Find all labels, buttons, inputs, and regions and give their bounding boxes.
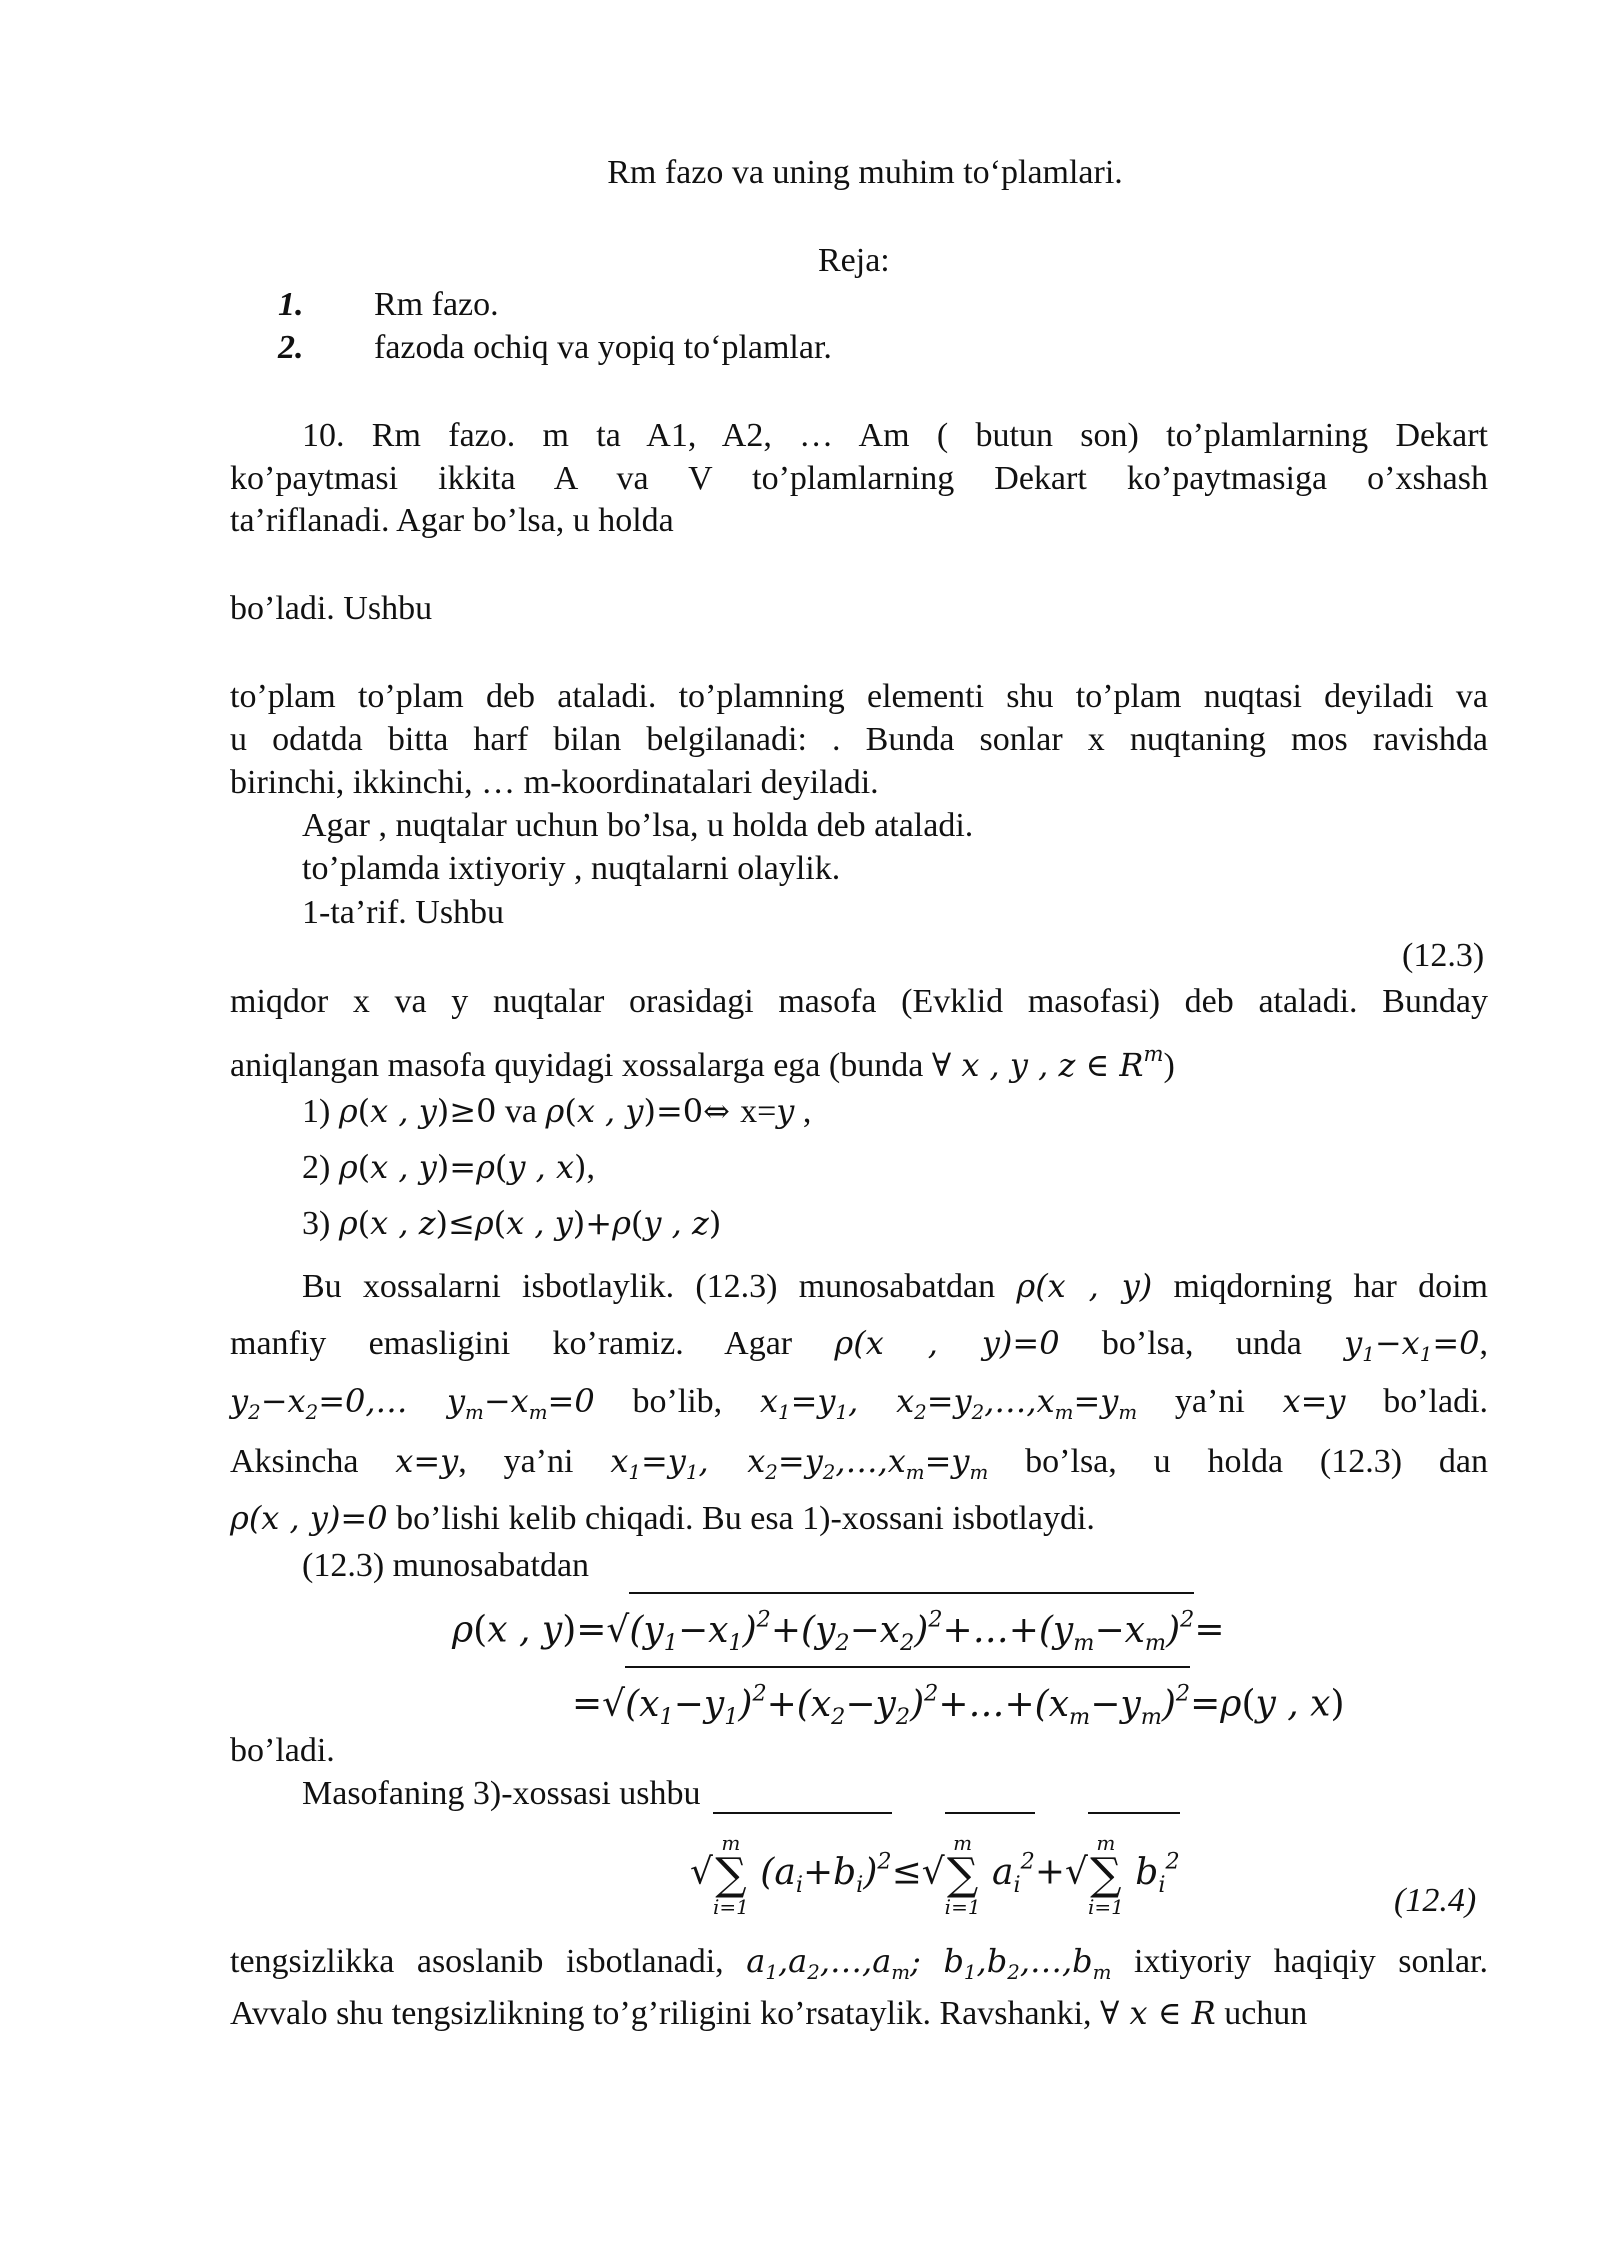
paragraph-line: ta’riflanadi. Agar bo’lsa, u holda [230,502,674,539]
paragraph-line: Masofaning 3)-xossasi ushbu [302,1775,701,1812]
math-inline: ρ(x , y)=0 [834,1324,1060,1362]
text-run: , ya’ni [458,1443,611,1480]
paragraph-line: bo’ladi. Ushbu [230,590,433,627]
math-inline: x=y [395,1442,459,1480]
equation-number: (12.3) [1402,937,1485,974]
plan-item-1-text: Rm fazo. [374,286,499,323]
text-run: Bu xossalarni isbotlaylik. (12.3) munosabatdan [302,1268,1017,1305]
paragraph-line: miqdor x va y nuqtalar orasidagi masofa (Evklid masofasi) deb ataladi. Bunday [230,983,1488,1020]
text-run: bo’lishi kelib chiqadi. Bu esa 1)-xossani isbotlaydi. [387,1500,1095,1537]
distance-symmetry-equation-line-1: ρ(x , $y)=√(y_1-x_1)^2+(y_2-x_2)^2+\dots+(y_m-x_m)^2=$ [452,1592,1225,1665]
text-run: bo’lsa, unda [1059,1325,1345,1362]
math-inline: $y_1-x_1=0$ [1344,1324,1480,1366]
math-inline: x=y [1282,1382,1346,1420]
property-2: 2) ρ(x , y)=ρ(y , x), [302,1148,595,1186]
paragraph-line [230,1380,1488,1434]
text-run: bo’lib, [594,1383,760,1420]
text-run: miqdorning har doim [1152,1268,1489,1305]
property-1: 1) ρ(x , y)≥0 va ρ(x , y)=0⇔ x=y , [302,1092,812,1130]
math-inline: $x_1=y_1$, $x_2=y_2,\dots,x_m=y_m$ [610,1442,989,1484]
math-inline: $a_1,a_2,\dots,a_m$; [746,1942,921,1984]
paragraph-line: 1-ta’rif. Ushbu [302,894,505,931]
plan-item-2 [278,327,304,369]
math-forall-expression: ∀ x , y , z ∈ R [931,1045,1144,1084]
property-3: 3) ρ(x , z)≤ρ(x , y)+ρ(y , z) [302,1204,722,1242]
math-inline: $x_2=y_2,\dots,x_m=y_m$ [896,1382,1138,1424]
math-inline: $x_1=y_1$, [759,1382,859,1424]
text-run: Avvalo shu tengsizlikning to’g’riligini ko’rsataylik. Ravshanki, [230,1995,1101,2032]
math-inline: ∀ x ∈ R [1100,1994,1216,2032]
paragraph-line [230,1940,1488,1994]
text-run: manfiy emasligini ko’ramiz. Agar [230,1325,835,1362]
text-run: bo’ladi. [1345,1383,1489,1420]
distance-symmetry-equation-line-2: $=√(x_1-y_1)^2+(x_2-y_2)^2+\dots+(x_m-y_m)^2=\rho(y$ , x) [572,1666,1345,1739]
equation-number: (12.4) [1394,1882,1477,1919]
paragraph-line: bo’ladi. [230,1732,335,1769]
paragraph-line: birinchi, ikkinchi, … m-koordinatalari deyiladi. [230,764,879,801]
paragraph-line [230,1440,1488,1494]
paragraph-line: manfiy emasligini ko’ramiz. Agar ρ(x , y)=0 bo’lsa, unda $y_1-x_1=0$, [230,1324,1488,1366]
plan-item-number: 1. [278,286,304,323]
math-superscript: m [1143,1041,1164,1066]
paragraph-line [302,1265,1488,1308]
math-inline: ρ(x , y)=0 [230,1499,388,1537]
text-run: bo’lsa, u holda (12.3) dan [988,1443,1488,1480]
paragraph-line: ko’paytmasi ikkita A va V to’plamlarning Dekart ko’paytmasiga o’xshash [230,460,1488,497]
text-run: tengsizlikka asoslanib isbotlanadi, [230,1943,747,1980]
text-run: uchun [1215,1995,1308,2032]
plan-item-1 [278,284,304,326]
paragraph-line: to’plamda ixtiyoriy , nuqtalarni olaylik. [302,850,841,887]
plan-item-number: 2. [278,329,304,366]
paragraph-line: to’plam to’plam deb ataladi. to’plamning elementi shu to’plam nuqtasi deyiladi va [230,678,1488,715]
paragraph-line [230,1497,1095,1540]
text-run: Aksincha [230,1443,396,1480]
math-inline: ρ(x , y) [1016,1267,1153,1305]
paragraph-line: u odatda bitta harf bilan belgilanadi: . Bunda sonlar x nuqtaning mos ravishda [230,721,1488,758]
math-inline: $y_2-x_2=0,\dots$ $y_m-x_m=0$ [230,1382,595,1424]
text-run: ya’ni [1137,1383,1283,1420]
text-run: ) [1163,1046,1175,1084]
text-run: ixtiyoriy haqiqiy sonlar. [1111,1943,1489,1980]
math-inline: $b_1,b_2,\dots,b_m$ [943,1942,1112,1984]
paragraph-line [230,1033,1175,1087]
text-run: aniqlangan masofa quyidagi xossalarga ega (bunda [230,1046,932,1084]
paragraph-line: (12.3) munosabatdan [302,1547,590,1584]
page-title: Rm fazo va uning muhim to‘plamlari. [607,154,1123,191]
paragraph-line [230,1992,1307,2035]
paragraph-line: Agar , nuqtalar uchun bo’lsa, u holda deb ataladi. [302,807,974,844]
plan-heading: Reja: [818,242,890,279]
plan-item-2-text: fazoda ochiq va yopiq to‘plamlar. [374,329,832,366]
cauchy-inequality-equation: √ m ∑ i=1 $(a_i+b_i)^2\le√$ m ∑ i=1 $a_i^2+√$ m ∑ i=1 $b_i^2$ [690,1812,1180,1929]
paragraph-line: 10. Rm fazo. m ta A1, A2, … Am ( butun son) to’plamlarning Dekart [302,417,1488,454]
